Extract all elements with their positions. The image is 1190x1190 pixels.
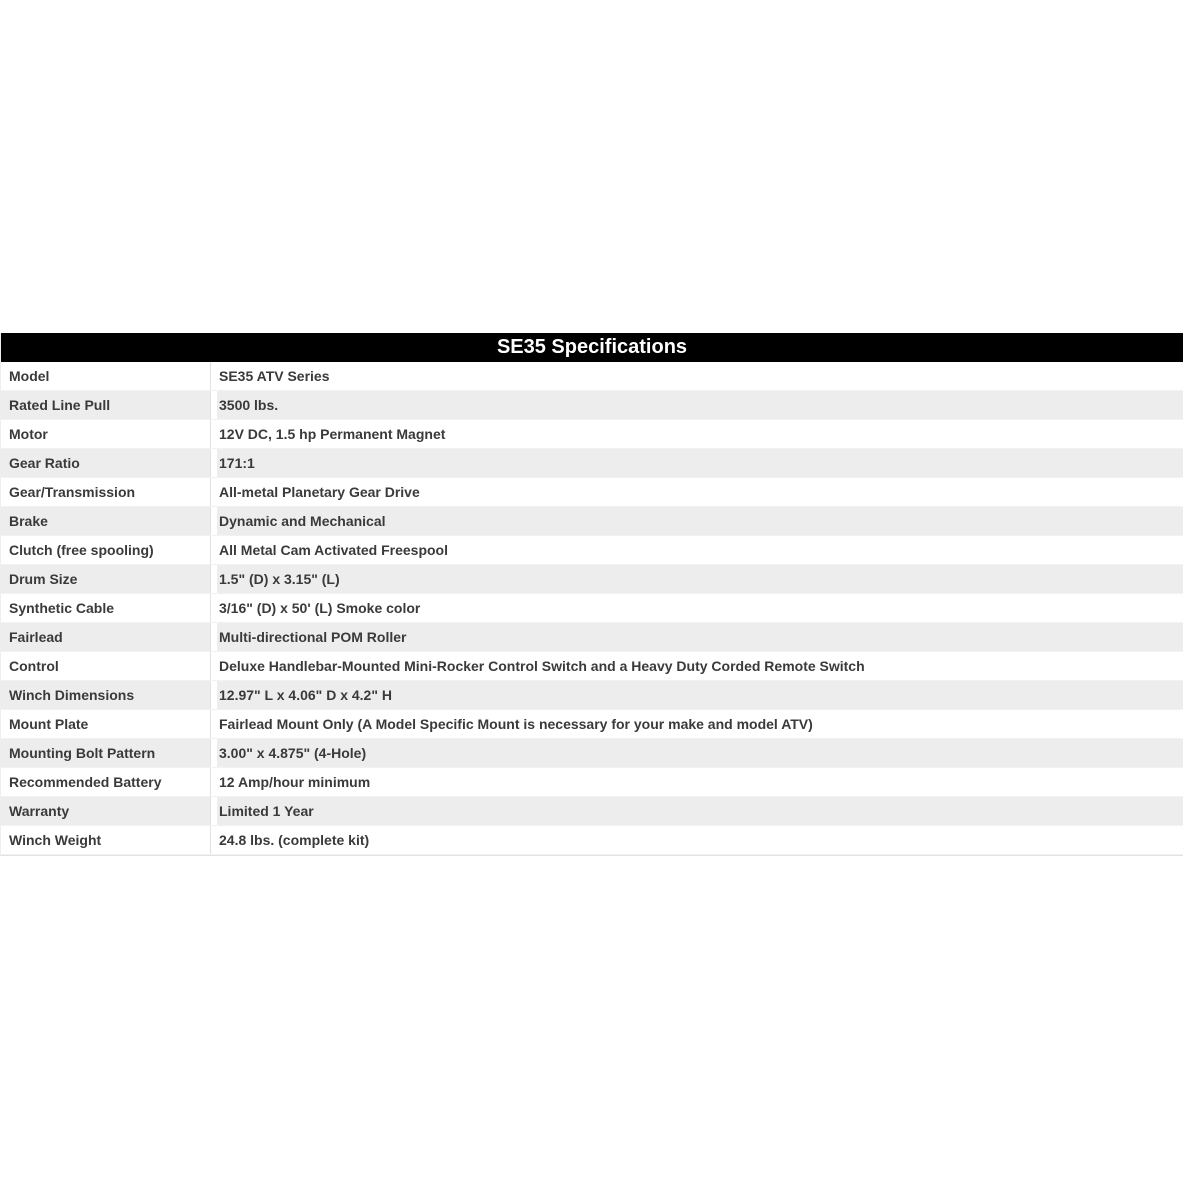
spec-label: Rated Line Pull [1,391,211,419]
table-row [1,826,1183,855]
table-row [1,565,1183,594]
table-row [1,623,1183,652]
spec-label: Gear Ratio [1,449,211,477]
spec-value: 12.97" L x 4.06" D x 4.2" H [217,681,1183,709]
table-row [1,507,1183,536]
spec-value: 3/16" (D) x 50' (L) Smoke color [217,594,1183,622]
spec-value: 12 Amp/hour minimum [217,768,1183,796]
spec-value: Fairlead Mount Only (A Model Specific Mount is necessary for your make and model ATV) [217,710,1183,738]
spec-table [0,333,1183,856]
spec-value: 171:1 [217,449,1183,477]
spec-value: 24.8 lbs. (complete kit) [217,826,1183,854]
table-row [1,362,1183,391]
spec-label: Recommended Battery [1,768,211,796]
spec-value: All-metal Planetary Gear Drive [217,478,1183,506]
spec-label: Synthetic Cable [1,594,211,622]
spec-label: Model [1,362,211,390]
spec-label: Drum Size [1,565,211,593]
spec-label: Warranty [1,797,211,825]
table-row [1,420,1183,449]
table-row [1,652,1183,681]
spec-label: Mounting Bolt Pattern [1,739,211,767]
spec-label: Winch Weight [1,826,211,854]
table-row [1,594,1183,623]
spec-table-body [1,362,1183,855]
table-row [1,710,1183,739]
table-row [1,681,1183,710]
table-row [1,391,1183,420]
spec-label: Brake [1,507,211,535]
table-row [1,478,1183,507]
spec-label: Winch Dimensions [1,681,211,709]
spec-value: 1.5" (D) x 3.15" (L) [217,565,1183,593]
table-row [1,536,1183,565]
spec-value: 3.00" x 4.875" (4-Hole) [217,739,1183,767]
spec-label: Motor [1,420,211,448]
table-row [1,768,1183,797]
table-row [1,739,1183,768]
spec-value: Limited 1 Year [217,797,1183,825]
spec-value: Multi-directional POM Roller [217,623,1183,651]
spec-value: SE35 ATV Series [217,362,1183,390]
table-row [1,797,1183,826]
spec-value: Dynamic and Mechanical [217,507,1183,535]
spec-label: Gear/Transmission [1,478,211,506]
table-row [1,449,1183,478]
spec-label: Control [1,652,211,680]
spec-table-title: SE35 Specifications [1,333,1183,362]
spec-label: Mount Plate [1,710,211,738]
spec-label: Clutch (free spooling) [1,536,211,564]
spec-label: Fairlead [1,623,211,651]
spec-value: 12V DC, 1.5 hp Permanent Magnet [217,420,1183,448]
spec-value: 3500 lbs. [217,391,1183,419]
spec-value: All Metal Cam Activated Freespool [217,536,1183,564]
spec-value: Deluxe Handlebar-Mounted Mini-Rocker Control Switch and a Heavy Duty Corded Remote Switch [217,652,1183,680]
